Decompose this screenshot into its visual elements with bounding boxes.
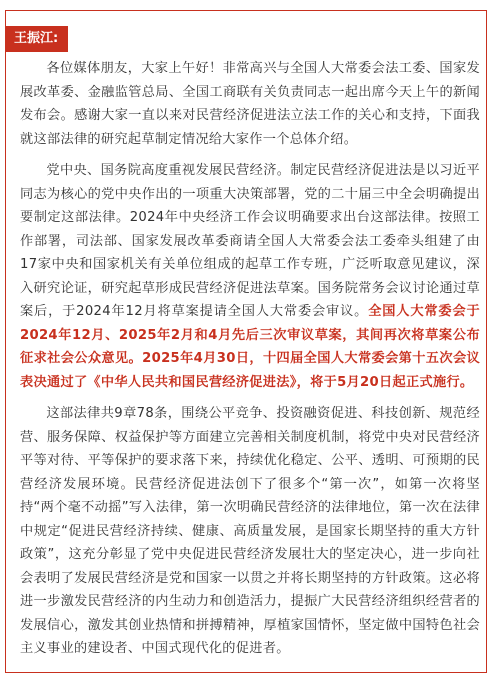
paragraph-intro xyxy=(20,57,480,151)
speaker-tag: 王振江: xyxy=(6,26,68,52)
transcript-content xyxy=(20,57,480,669)
highlighted-text: 全国人大常委会于2024年12月、2025年2月和4月先后三次审议草案，其间再次将草案公布征求社会公众意见。2025年4月30日，十四届全国人大常委会第十五次会议表决通过了《中华人民共和国民营经济促进法》，将于5月20日起正式施行。 xyxy=(20,304,480,390)
transcript-frame xyxy=(5,10,487,673)
paragraph-background xyxy=(20,159,480,394)
paragraph-content xyxy=(20,402,480,661)
paragraph-text: 这部法律共9章78条，围绕公平竞争、投资融资促进、科技创新、规范经营、服务保障、权益保护等方面建立完善相关制度机制，将党中央对民营经济平等对待、平等保护的要求落下来，持续优化稳定、公平、透明、可预期的民营经济发展环境。民营经济促进法创下了很多个“第一次”，如第一次将坚持“两个毫不动摇”写入法律，第一次明确民营经济的法律地位，第一次在法律中规定“促进民营经济持续、健康、高质量发展，是国家长期坚持的重大方针政策”，这充分彰显了党中央促进民营经济发展壮大的坚定决心，进一步向社会表明了发展民营经济是党和国家一以贯之并将长期坚持的方针政策。这必将进一步激发民营经济的内生动力和创造活力，提振广大民营经济组织经营者的发展信心，激发其创业热情和拼搏精神，厚植家国情怀，坚定做中国特色社会主义事业的建设者、中国式现代化的促进者。 xyxy=(20,406,480,656)
paragraph-text: 各位媒体朋友，大家上午好！非常高兴与全国人大常委会法工委、国家发展改革委、金融监管总局、全国工商联有关负责同志一起出席今天上午的新闻发布会。感谢大家一直以来对民营经济促进法立法工作的关心和支持，下面我就这部法律的研究起草制定情况给大家作一个总体介绍。 xyxy=(20,61,480,147)
paragraph-text: 党中央、国务院高度重视发展民营经济。制定民营经济促进法是以习近平同志为核心的党中央作出的一项重大决策部署，党的二十届三中全会明确提出要制定这部法律。2024年中央经济工作会议明确要求出台这部法律。按照工作部署，司法部、国家发展改革委商请全国人大常委会法工委牵头组建了由17家中央和国家机关有关单位组成的起草工作专班，广泛听取意见建议，深入研究论证，研究起草形成民营经济促进法草案。国务院常务会议讨论通过草案后，于2024年12月将草案提请全国人大常委会审议。 xyxy=(20,163,480,319)
